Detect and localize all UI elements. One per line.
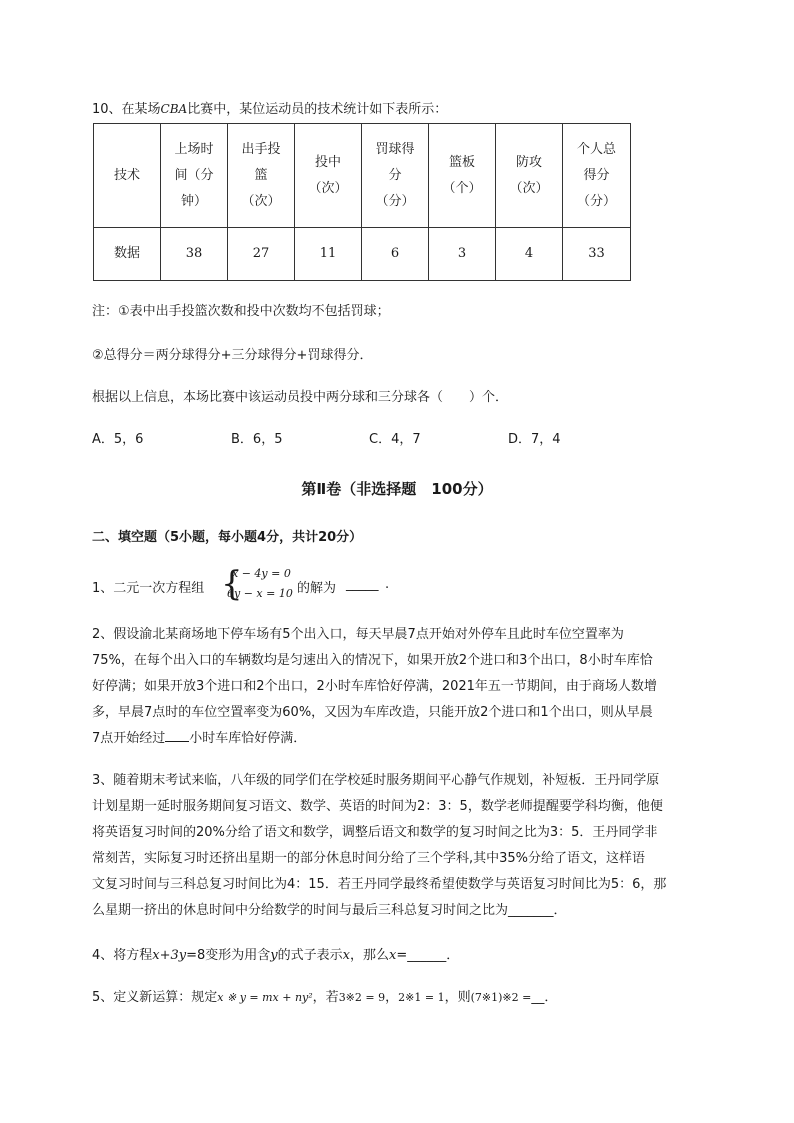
fill-q2-line: 75%，在每个出入口的车辆数均是匀速出入的情况下，如果开放2个进口和3个出口，8小时车库恰: [92, 653, 653, 668]
q10-option-d: D．7，4: [508, 432, 561, 447]
q10-stem-cba: CBA: [160, 102, 188, 116]
data-cell: 27: [228, 228, 295, 281]
fill-q3-line: 计划星期一延时服务期间复习语文、数学、英语的时间为2：3：5，数学老师提醒要学科均衡，他便: [92, 799, 663, 814]
fill-q2-line: 好停满；如果开放3个进口和2个出口，2小时车库恰好停满，2021年五一节期间，由于商场人数增: [92, 679, 657, 694]
section-subtitle: 二、填空题（5小题，每小题4分，共计20分）: [92, 530, 363, 545]
section-title: 第Ⅱ卷（非选择题 100分）: [301, 480, 493, 498]
fill-q5-cond2: 2※1 = 1: [398, 991, 445, 1004]
q10-option-c: C．4，7: [369, 432, 421, 447]
fill-q2-last: 7点开始经过 小时车库恰好停满．: [92, 726, 717, 752]
q10-stem-a: 10、在某场: [92, 102, 161, 117]
q10-note1: 注：①表中出手投篮次数和投中次数均不包括罚球；: [92, 304, 390, 319]
data-cell: 33: [563, 228, 631, 281]
fill-q3-line: 将英语复习时间的20%分给了语文和数学，调整后语文和数学的复习时间之比为3：5．王丹同学非: [92, 825, 658, 840]
fill-q1-end: .: [385, 577, 390, 592]
fill-q1-eq2: 6y − x = 10: [227, 587, 293, 600]
fill-q2-line: 多，早晨7点时的车位空置率变为60%，又因为车库改造，只能开放2个进口和1个出口，则从早晨: [92, 705, 653, 720]
fill-q2: [92, 622, 717, 752]
fill-q5: 5、定义新运算：规定x ※ y = mx + ny²，若3※2 = 9，2※1 = 1，则(7※1)※2 =__．: [92, 990, 558, 1005]
stats-table: [93, 123, 631, 281]
data-cell: 11: [295, 228, 362, 281]
header-cell-made: 投中 （次）: [295, 124, 362, 228]
fill-q4-eq: x+3y: [152, 948, 187, 963]
fill-q5-blank: __: [531, 990, 545, 1005]
fill-q5-expr: (7※1)※2 =: [470, 991, 532, 1004]
fill-q3-line: 常刻苦，实际复习时还挤出星期一的部分休息时间分给了三个学科,其中35%分给了语文，这样语: [92, 851, 646, 866]
fill-q4: 4、将方程x+3y=8变形为用含y的式子表示x，那么x=______．: [92, 948, 460, 963]
fill-q3-line: 文复习时间与三科总复习时间比为4：15．若王丹同学最终希望使数学与英语复习时间比为5：6，那: [92, 877, 667, 892]
fill-q1-blank: _____: [346, 577, 379, 592]
data-cell: 38: [161, 228, 228, 281]
q10-option-a: A．5，6: [92, 432, 144, 447]
q10-stem: [92, 98, 447, 121]
brace-icon: {: [221, 564, 243, 604]
header-cell-shots: 出手投 篮 （次）: [228, 124, 295, 228]
fill-q3-last: 么星期一挤出的休息时间中分给数学的时间与最后三科总复习时间之比为_______．: [92, 903, 567, 918]
header-cell-playtime: 上场时 间（分 钟）: [161, 124, 228, 228]
fill-q1-a: 1、二元一次方程组: [92, 581, 205, 596]
fill-q5-def: x ※ y = mx + ny²: [217, 991, 313, 1004]
fill-q1-eq1: x − 4y = 0: [232, 567, 291, 580]
q10-option-b: B．6，5: [231, 432, 283, 447]
fill-q5-cond1: 3※2 = 9: [338, 991, 386, 1004]
fill-q3-line: 3、随着期末考试来临，八年级的同学们在学校延时服务期间平心静气作规划，补短板．王丹同学原: [92, 773, 660, 788]
fill-q2-line: 2、假设渝北某商场地下停车场有5个出入口，每天早晨7点开始对外停车且此时车位空置率为: [92, 627, 624, 642]
q10-question: 根据以上信息，本场比赛中该运动员投中两分球和三分球各（ ）个．: [92, 390, 509, 405]
fill-q3: [92, 768, 717, 924]
table-data-row: [94, 228, 631, 281]
header-cell-skill: 技术: [94, 124, 161, 228]
header-cell-freethrow: 罚球得 分 （分）: [362, 124, 429, 228]
data-label-cell: 数据: [94, 228, 161, 281]
fill-q1-b: 的解为: [297, 581, 337, 596]
q10-note2: ②总得分＝两分球得分+三分球得分+罚球得分．: [92, 348, 373, 363]
data-cell: 6: [362, 228, 429, 281]
table-header-row: [94, 124, 631, 228]
q10-stem-b: 比赛中，某位运动员的技术统计如下表所示：: [187, 102, 448, 117]
data-cell: 3: [429, 228, 496, 281]
data-cell: 4: [496, 228, 563, 281]
header-cell-defense: 防攻 （次）: [496, 124, 563, 228]
header-cell-total: 个人总 得分 （分）: [563, 124, 631, 228]
fill-q2-blank: [165, 727, 189, 742]
header-cell-rebounds: 篮板 （个）: [429, 124, 496, 228]
